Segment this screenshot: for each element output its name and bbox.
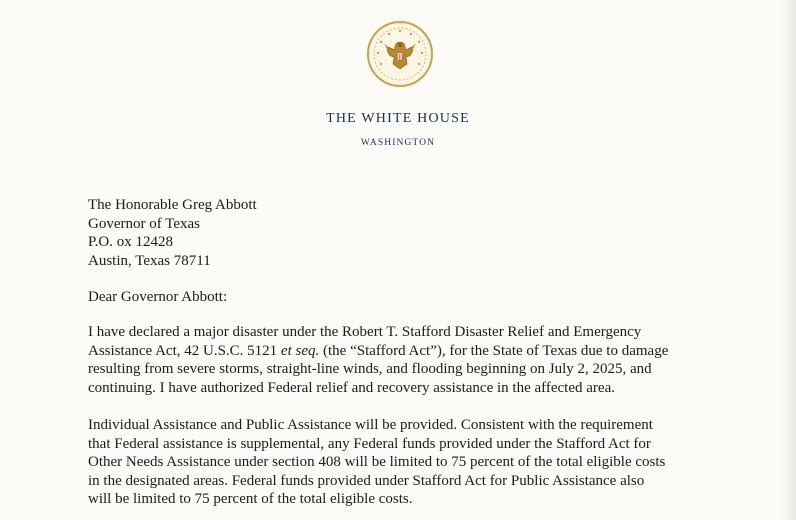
recipient-address (88, 196, 257, 271)
recipient-title: Governor of Texas (88, 215, 200, 232)
letterhead-title: THE WHITE HOUSE (326, 111, 470, 126)
italic-text: et seq. (280, 342, 320, 359)
letterhead-subtitle: WASHINGTON (360, 138, 436, 148)
paragraph-line (88, 342, 668, 361)
text-segment: Assistance Act, 42 U.S.C. 5121 (88, 342, 281, 359)
paragraph-line: I have declared a major disaster under the Robert T. Stafford Disaster Relief and Emergency (88, 324, 642, 340)
paragraph-line: Other Needs Assistance under section 408 will be limited to 75 percent of the total eligible costs (88, 454, 666, 471)
recipient-city: Austin, Texas 78711 (88, 253, 211, 270)
paragraph-line: in the designated areas. Federal funds provided under Stafford Act for Public Assistance also (88, 472, 645, 489)
paragraph-line: Individual Assistance and Public Assistance will be provided. Consistent with the requirement (88, 417, 653, 433)
text-segment: (the “Stafford Act”), for the State of Texas due to damage (319, 342, 669, 359)
presidential-seal-icon (366, 20, 434, 88)
page-edge-shadow (782, 0, 796, 520)
paragraph-assistance (88, 416, 665, 509)
paragraph-line: will be limited to 75 percent of the total eligible costs. (88, 491, 413, 508)
recipient-name: The Honorable Greg Abbott (88, 197, 257, 213)
salutation: Dear Governor Abbott: (88, 289, 228, 305)
paragraph-disaster-declaration (88, 323, 668, 397)
paragraph-line: continuing. I have authorized Federal relief and recovery assistance in the affected area. (88, 379, 615, 396)
recipient-po-box: P.O. ox 12428 (88, 234, 174, 251)
paragraph-line: that Federal assistance is supplemental, any Federal funds provided under the Stafford Act for (88, 435, 651, 452)
paragraph-line: resulting from severe storms, straight-line winds, and flooding beginning on July 2, 2025, and (88, 361, 652, 378)
